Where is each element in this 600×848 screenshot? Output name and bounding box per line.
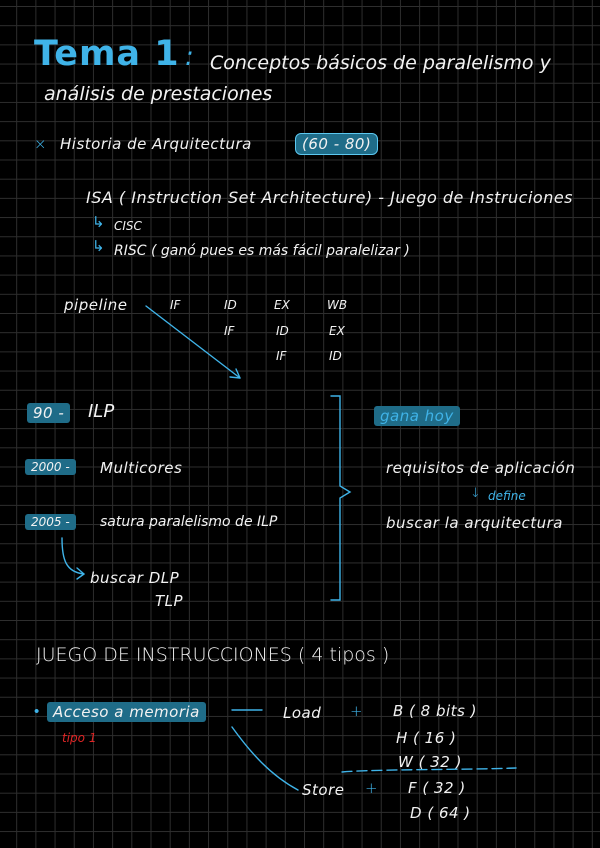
gana-hoy: gana hoy [374,406,460,426]
satura-label: satura paralelismo de ILP [100,514,278,530]
year-2000: 2000 - [25,459,76,475]
risc-arrow: ↳ [92,237,106,255]
tipo-label: tipo 1 [62,731,97,745]
ilp-label: ILP [88,401,115,422]
historia-range: (60 - 80) [295,133,378,155]
type-h: H ( 16 ) [396,729,457,747]
requisitos: requisitos de aplicación [386,459,576,477]
bullet-x: × [34,135,48,153]
isa-line: ISA ( Instruction Set Architecture) - Juego de Instruciones [86,188,574,207]
type-w: W ( 32 ) [398,753,462,771]
buscar-dlp: buscar DLP [90,569,180,587]
pipe-r1-c4: WB [327,298,348,312]
cisc-label: CISC [114,219,142,233]
pipe-r1-c3: EX [274,298,290,312]
hook-arrow [62,538,84,574]
store-plus: + [365,779,379,797]
title-line1: Conceptos básicos de paralelismo y [210,52,551,74]
title-tema: Tema 1 [34,34,180,74]
cisc-arrow: ↳ [92,213,106,231]
define-label: define [488,489,526,503]
pipe-r3-c1: IF [276,349,287,363]
pipeline-label: pipeline [64,296,128,314]
buscar-arquitectura: buscar la arquitectura [386,514,564,532]
pipe-r1-c2: ID [224,298,237,312]
pipe-r2-c2: ID [276,324,289,338]
pipeline-arrow [146,306,240,378]
type-b: B ( 8 bits ) [393,702,477,720]
define-arrow: ↓ [470,486,481,501]
pipe-r3-c2: ID [329,349,342,363]
acceso-store-line [232,727,298,790]
title-colon: : [185,42,194,72]
year-2005: 2005 - [25,514,76,530]
store-label: Store [302,781,345,799]
type-f: F ( 32 ) [408,779,466,797]
timeline-brace [331,396,350,600]
risc-label: RISC ( ganó pues es más fácil paralelizar ) [114,243,410,259]
load-label: Load [283,704,322,722]
pipe-r2-c3: EX [329,324,345,338]
multicores-label: Multicores [100,459,183,477]
title-line2: análisis de prestaciones [44,83,273,105]
juego-heading: JUEGO DE INSTRUCCIONES ( 4 tipos ) [36,644,390,666]
load-plus: + [350,702,364,720]
acceso-label: Acceso a memoria [47,702,206,722]
buscar-tlp: TLP [155,592,184,610]
historia-label: Historia de Arquitectura [60,135,252,153]
bullet-dot: • [34,702,40,720]
pipe-r1-c1: IF [170,298,181,312]
year-90: 90 - [27,403,70,423]
pipe-r2-c1: IF [224,324,235,338]
type-d: D ( 64 ) [410,804,471,822]
